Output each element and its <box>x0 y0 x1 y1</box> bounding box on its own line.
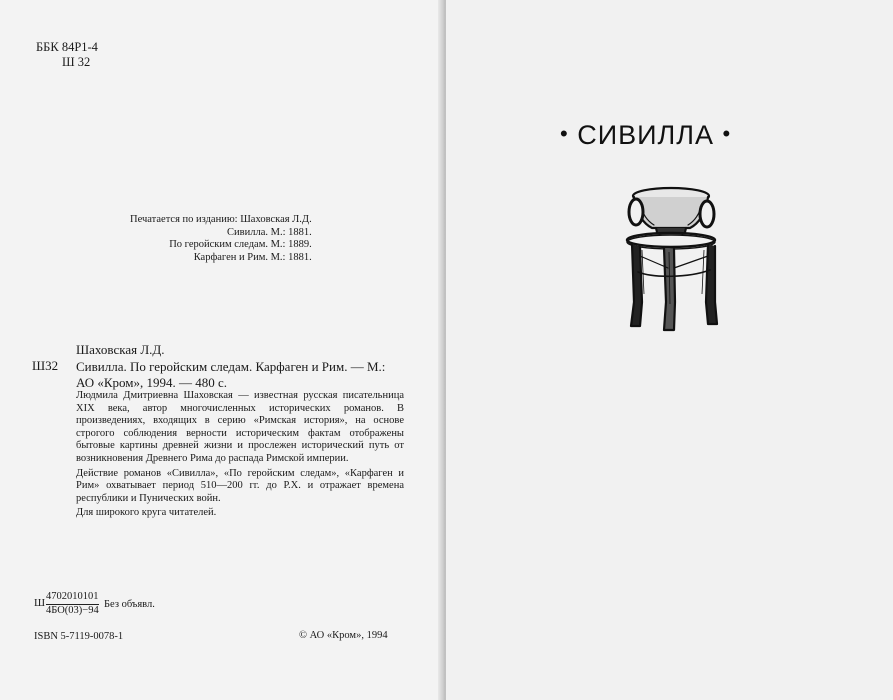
author-name: Шаховская Л.Д. <box>76 342 165 357</box>
no-ads-note: Без объявл. <box>104 599 155 610</box>
bbk-line: Ш 32 <box>62 55 91 69</box>
bibliographic-description <box>76 359 385 390</box>
annotation-paragraph: Для широкого круга читателей. <box>76 507 217 519</box>
bbk-line: ББК 84Р1-4 <box>36 40 98 54</box>
fraction-numerator: 4702010101 <box>46 591 99 605</box>
left-page <box>0 0 442 700</box>
fraction-denominator: 4БО(03)−94 <box>46 605 99 616</box>
isbn: ISBN 5-7119-0078-1 <box>34 631 124 642</box>
tripod-vase-illustration <box>618 184 724 332</box>
classification-code: Ш32 <box>32 358 59 373</box>
title-bullet: • <box>722 121 732 146</box>
imprint-line: Печатается по изданию: Шаховская Л.Д. <box>130 214 312 225</box>
imprint-line: По геройским следам. М.: 1889. <box>169 239 312 250</box>
annotation-paragraph: Действие романов «Сивилла», «По геройским следам», «Карфаген и Рим» охватывает период 510—200 гг. до Р.Х. и отражает времена республики и Пунических войн. <box>76 467 404 504</box>
classification-fraction <box>46 591 99 617</box>
imprint-block <box>130 214 312 264</box>
title-text: СИВИЛЛА <box>577 120 714 150</box>
classification-prefix: Ш <box>34 597 46 609</box>
book-title <box>560 120 731 151</box>
imprint-line: Карфаген и Рим. М.: 1881. <box>193 251 312 263</box>
annotation <box>76 390 404 520</box>
bbk-code <box>36 40 98 70</box>
bib-line: АО «Кром», 1994. — 480 с. <box>76 374 228 390</box>
annotation-paragraph: Людмила Дмитриевна Шаховская — известная русская писательница XIX века, автор многочисленных исторических романов. В произведениях, входящих в серию «Римская история», на основе строгого соблюдения верности историческим фактам отображены бытовые картины древней жизни и прослежен исторический путь от возникновения Древнего Рима до распада Римской империи. <box>76 390 404 464</box>
copyright: © АО «Кром», 1994 <box>299 630 388 641</box>
right-page <box>446 0 893 700</box>
title-bullet: • <box>560 121 569 146</box>
imprint-line: Сивилла. М.: 1881. <box>227 226 312 238</box>
bib-line: Сивилла. По геройским следам. Карфаген и Рим. — М.: <box>76 359 386 374</box>
